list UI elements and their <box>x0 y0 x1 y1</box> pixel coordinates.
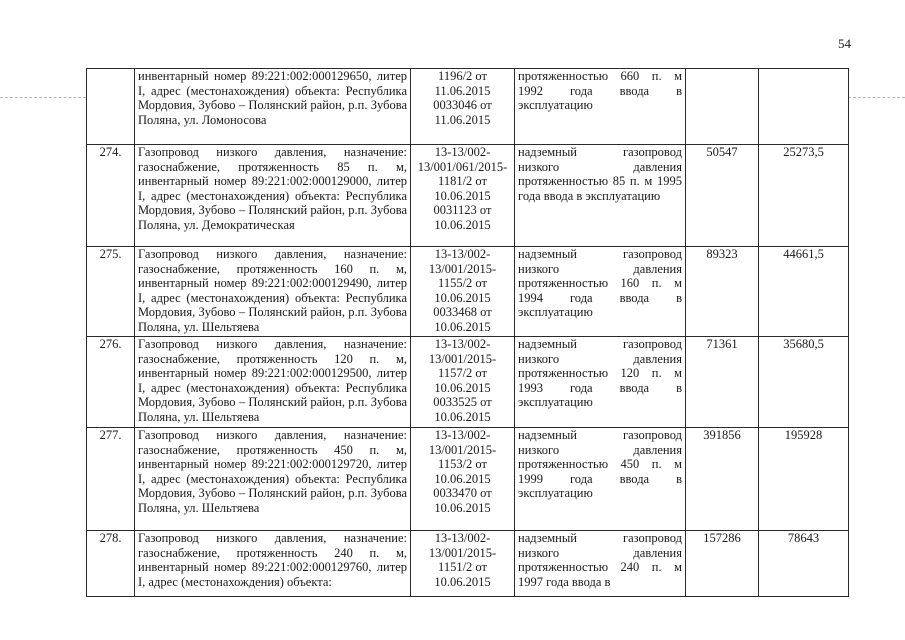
table-row <box>87 145 849 247</box>
object-characteristics: надземный газопровод низкого давления протяженностью 450 п. м 1999 года ввода в эксплуатацию <box>515 428 686 531</box>
table-row <box>87 337 849 428</box>
cost-value: 195928 <box>759 428 849 531</box>
row-number: 275. <box>87 247 135 337</box>
object-characteristics: надземный газопровод низкого давления протяженностью 240 п. м 1997 года ввода в <box>515 531 686 597</box>
object-characteristics: надземный газопровод низкого давления протяженностью 120 п. м 1993 года ввода в эксплуатацию <box>515 337 686 428</box>
inventory-value: 391856 <box>686 428 759 531</box>
object-characteristics: протяженностью 660 п. м 1992 года ввода в эксплуатацию <box>515 69 686 145</box>
page-number: 54 <box>838 36 851 51</box>
registration-record: 1196/2 от 11.06.2015 0033046 от 11.06.2015 <box>411 69 515 145</box>
inventory-value: 71361 <box>686 337 759 428</box>
row-number <box>87 69 135 145</box>
cost-value: 25273,5 <box>759 145 849 247</box>
cost-value <box>759 69 849 145</box>
row-number: 277. <box>87 428 135 531</box>
object-characteristics: надземный газопровод низкого давления протяженностью 160 п. м 1994 года ввода в эксплуатацию <box>515 247 686 337</box>
object-description: инвентарный номер 89:221:002:000129650, литер I, адрес (местонахождения) объекта: Республика Мордовия, Зубово – Полянский район, р.п. Зубова Поляна, ул. Ломоносова <box>135 69 411 145</box>
registration-record: 13-13/002-13/001/2015-1157/2 от 10.06.2015 0033525 от 10.06.2015 <box>411 337 515 428</box>
registration-record: 13-13/002-13/001/2015-1153/2 от 10.06.2015 0033470 от 10.06.2015 <box>411 428 515 531</box>
property-register-table <box>86 68 849 597</box>
object-description: Газопровод низкого давления, назначение: газоснабжение, протяженность 450 п. м, инвентарный номер 89:221:002:000129720, литер I, адрес (местонахождения) объекта: Республика Мордовия, Зубово – Полянский район, р.п. Зубова Поляна, ул. Шельтяева <box>135 428 411 531</box>
object-description: Газопровод низкого давления, назначение: газоснабжение, протяженность 85 п. м, инвентарный номер 89:221:002:000129000, литер I, адрес (местонахождения) объекта: Республика Мордовия, Зубово – Полянский район, р.п. Зубова Поляна, ул. Демократическая <box>135 145 411 247</box>
table-row <box>87 428 849 531</box>
table-row <box>87 531 849 597</box>
cost-value: 44661,5 <box>759 247 849 337</box>
object-description: Газопровод низкого давления, назначение: газоснабжение, протяженность 160 п. м, инвентарный номер 89:221:002:000129490, литер I, адрес (местонахождения) объекта: Республика Мордовия, Зубово – Полянский район, р.п. Зубова Поляна, ул. Шельтяева <box>135 247 411 337</box>
margin-dash-right <box>848 97 905 98</box>
object-characteristics: надземный газопровод низкого давления протяженностью 85 п. м 1995 года ввода в эксплуатацию <box>515 145 686 247</box>
inventory-value: 157286 <box>686 531 759 597</box>
inventory-value <box>686 69 759 145</box>
inventory-value: 89323 <box>686 247 759 337</box>
inventory-value: 50547 <box>686 145 759 247</box>
registration-record: 13-13/002-13/001/2015-1155/2 от 10.06.2015 0033468 от 10.06.2015 <box>411 247 515 337</box>
row-number: 276. <box>87 337 135 428</box>
cost-value: 35680,5 <box>759 337 849 428</box>
object-description: Газопровод низкого давления, назначение: газоснабжение, протяженность 120 п. м, инвентарный номер 89:221:002:000129500, литер I, адрес (местонахождения) объекта: Республика Мордовия, Зубово – Полянский район, р.п. Зубова Поляна, ул. Шельтяева <box>135 337 411 428</box>
object-description: Газопровод низкого давления, назначение: газоснабжение, протяженность 240 п. м, инвентарный номер 89:221:002:000129760, литер I, адрес (местонахождения) объекта: <box>135 531 411 597</box>
cost-value: 78643 <box>759 531 849 597</box>
registration-record: 13-13/002-13/001/2015-1151/2 от 10.06.2015 <box>411 531 515 597</box>
row-number: 274. <box>87 145 135 247</box>
registration-record: 13-13/002-13/001/061/2015-1181/2 от 10.06.2015 0031123 от 10.06.2015 <box>411 145 515 247</box>
table-row <box>87 69 849 145</box>
row-number: 278. <box>87 531 135 597</box>
table-row <box>87 247 849 337</box>
margin-dash-left <box>0 97 86 98</box>
